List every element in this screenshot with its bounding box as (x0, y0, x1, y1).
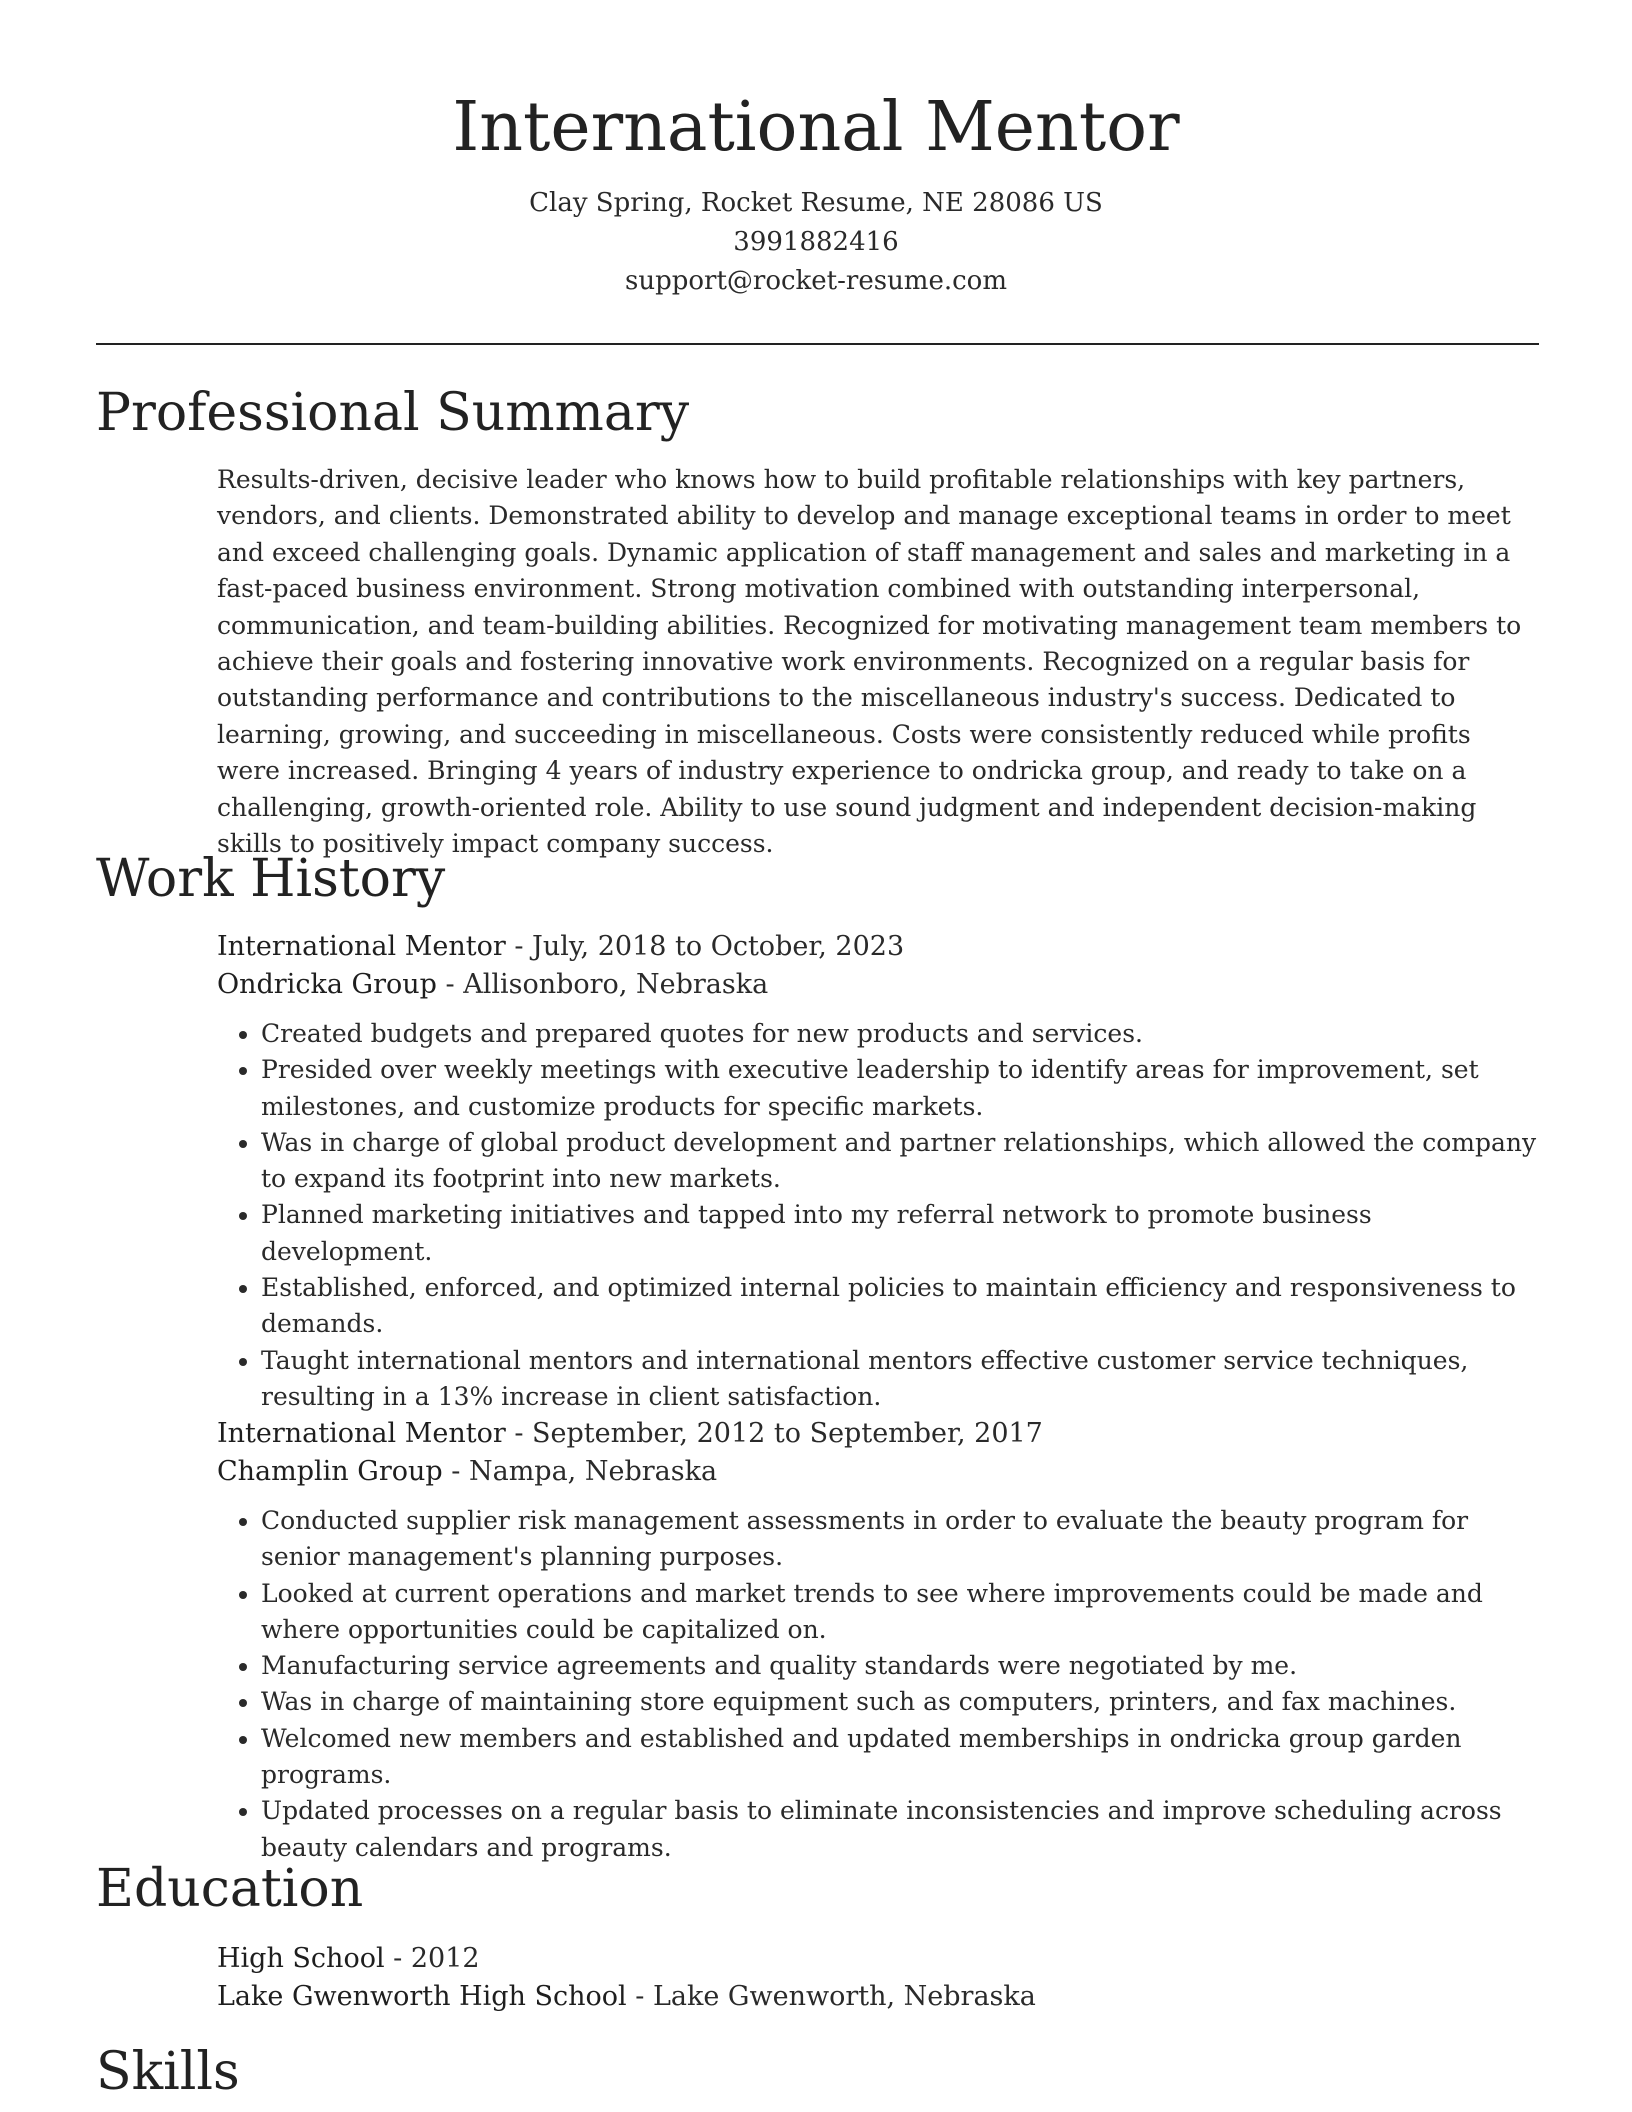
degree-line (217, 1940, 1542, 1978)
candidate-name: International Mentor (452, 88, 1180, 167)
duty-item: • Was in charge of global product development and partner relationships, which allowed the company to expand its footprint into new markets. (261, 1125, 1542, 1198)
duty-item: • Planned marketing initiatives and tapped into my referral network to promote business development. (261, 1197, 1542, 1270)
education-entry (217, 1940, 1542, 2016)
school-name: Lake Gwenworth High School (217, 1981, 627, 2012)
summary-text: Results-driven, decisive leader who knows how to build profitable relationships with key partners, vendors, and clients. Demonstrated ability to develop and manage exceptional teams in order to meet and exceed challenging goals. Dynamic application of staff management and sales and marketing in a fast-paced business environment. Strong motivation combined with outstanding interpersonal, communication, and team-building abilities. Recognized for motivating management team members to achieve their goals and fostering innovative work environments. Recognized on a regular basis for outstanding performance and contributions to the miscellaneous industry's success. Dedicated to learning, growing, and succeeding in miscellaneous. Costs were consistently reduced while profits were increased. Bringing 4 years of industry experience to ondricka group, and ready to take on a challenging, growth-oriented role. Ability to use sound judgment and independent decision-making skills to positively impact company success. (217, 465, 1522, 859)
header-divider (96, 343, 1539, 345)
email: support@rocket-resume.com (624, 266, 1007, 296)
duty-item: • Manufacturing service agreements and quality standards were negotiated by me. (261, 1648, 1542, 1684)
summary-heading: Professional Summary (96, 383, 690, 443)
job-dates: - July, 2018 to October, 2023 (505, 931, 905, 962)
graduation-year: - 2012 (384, 1943, 480, 1974)
job-title-line (217, 928, 1542, 966)
duties-list (217, 1016, 1542, 1415)
job-company-line (217, 966, 1542, 1004)
company-name: Ondricka Group (217, 969, 437, 1000)
resume-header (0, 0, 1632, 301)
company-location: - Nampa, Nebraska (442, 1456, 718, 1487)
job-title: International Mentor (217, 931, 506, 962)
work-history-heading: Work History (96, 849, 446, 909)
company-location: - Allisonboro, Nebraska (436, 969, 769, 1000)
skills-heading: Skills (96, 2042, 240, 2102)
job-entry (217, 928, 1542, 1415)
job-title: International Mentor (217, 1418, 506, 1449)
job-company-line (217, 1453, 1542, 1491)
phone: 3991882416 (733, 227, 899, 257)
duty-item: • Presided over weekly meetings with executive leadership to identify areas for improvement, set milestones, and customize products for specific markets. (261, 1052, 1542, 1125)
duty-item: • Updated processes on a regular basis to eliminate inconsistencies and improve scheduling across beauty calendars and programs. (261, 1793, 1542, 1866)
address: Clay Spring, Rocket Resume, NE 28086 US (529, 188, 1103, 218)
job-title-line (217, 1415, 1542, 1453)
duty-item: • Conducted supplier risk management assessments in order to evaluate the beauty program for senior management's planning purposes. (261, 1503, 1542, 1576)
duties-list (217, 1503, 1542, 1866)
school-location: - Lake Gwenworth, Nebraska (626, 1981, 1036, 2012)
duty-item: • Established, enforced, and optimized internal policies to maintain efficiency and responsiveness to demands. (261, 1270, 1542, 1343)
duty-item: • Welcomed new members and established and updated memberships in ondricka group garden programs. (261, 1721, 1542, 1794)
duty-item: • Was in charge of maintaining store equipment such as computers, printers, and fax machines. (261, 1684, 1542, 1720)
job-entry (217, 1415, 1542, 1866)
company-name: Champlin Group (217, 1456, 443, 1487)
school-line (217, 1978, 1542, 2016)
contact-info (0, 184, 1632, 301)
duty-item: • Looked at current operations and market trends to see where improvements could be made and where opportunities could be capitalized on. (261, 1576, 1542, 1649)
duty-item: • Taught international mentors and international mentors effective customer service techniques, resulting in a 13% increase in client satisfaction. (261, 1343, 1542, 1416)
degree: High School (217, 1943, 385, 1974)
job-dates: - September, 2012 to September, 2017 (505, 1418, 1043, 1449)
education-heading: Education (96, 1859, 364, 1919)
duty-item: • Created budgets and prepared quotes for new products and services. (261, 1016, 1542, 1052)
